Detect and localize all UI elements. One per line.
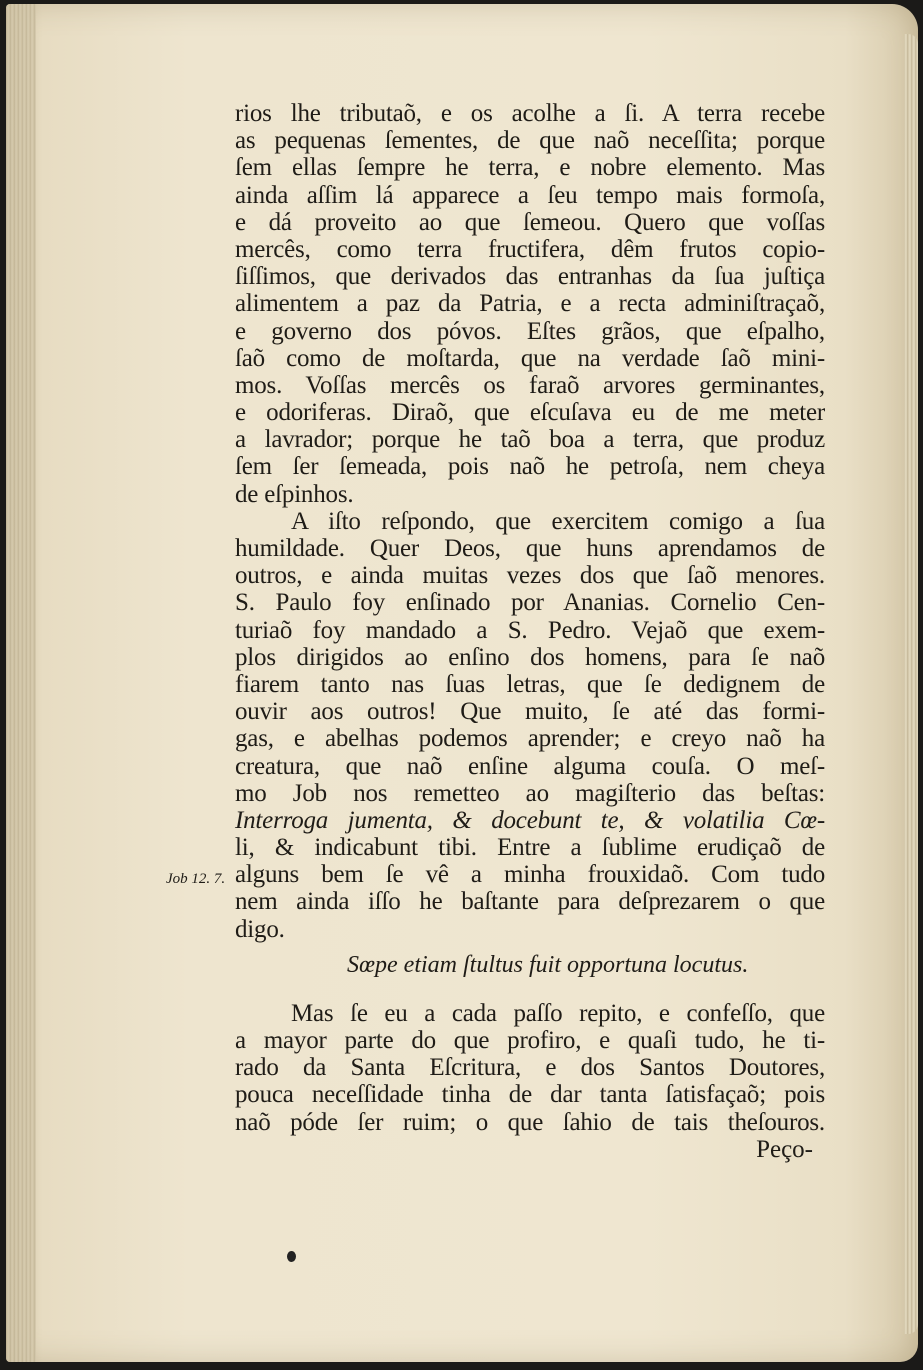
text-line: a mayor parte do que profiro, e quaſi tudo, he ti- (235, 1027, 825, 1054)
text-line: mercês, como terra fructifera, dêm frutos copio- (235, 235, 825, 263)
page-gutter (6, 4, 36, 1362)
text-line: ſiſſimos, que derivados das entranhas da ſua juſtiça (235, 263, 825, 291)
text-line: alimentem a paz da Patria, e a recta adminiſtraçaõ, (235, 290, 825, 318)
latin-verse: Sœpe etiam ſtultus fuit opportuna locutus. (347, 951, 749, 978)
text-line: Mas ſe eu a cada paſſo repito, e confeſſo, que (291, 999, 825, 1027)
ink-spot (287, 1251, 296, 1262)
page-fore-edge (904, 34, 918, 1334)
text-line: mos. Voſſas mercês os faraõ arvores germinantes, (235, 371, 825, 399)
text-line: ſem ſer ſemeada, pois naõ he petroſa, nem cheya (235, 453, 825, 481)
text-line: outros, e ainda muitas vezes dos que ſaõ menores. (235, 562, 825, 590)
text-line: S. Paulo foy enſinado por Ananias. Cornelio Cen- (235, 589, 825, 617)
text-line: rado da Santa Eſcritura, e dos Santos Doutores, (235, 1054, 825, 1082)
text-line: ſaõ como de moſtarda, que na verdade ſaõ mini- (235, 344, 825, 372)
text-line: de eſpinhos. (235, 480, 354, 508)
text-line: e odoriferas. Diraõ, que eſcuſava eu de me meter (235, 399, 825, 427)
text-line: a lavrador; porque he taõ boa a terra, que produz (235, 426, 825, 454)
text-line: li, & indicabunt tibi. Entre a ſublime erudiçaõ de (235, 834, 825, 862)
text-line: A iſto reſpondo, que exercitem comigo a ſua (291, 507, 825, 535)
text-line: rios lhe tributaõ, e os acolhe a ſi. A terra recebe (235, 100, 825, 127)
text-line: mo Job nos remetteo ao magiſterio das beſtas: (235, 779, 825, 807)
text-line-latin: Interroga jumenta, & docebunt te, & volatilia Cœ- (235, 806, 825, 834)
text-line: e dá proveito ao que ſemeou. Quero que voſſas (235, 208, 825, 236)
text-line: creatura, que naõ enſine alguma couſa. O meſ- (235, 752, 825, 780)
margin-note: Job 12. 7. (166, 871, 226, 887)
text-line: humildade. Quer Deos, que huns aprendamos de (235, 535, 825, 562)
text-line: gas, e abelhas podemos aprender; e creyo naõ ha (235, 725, 825, 753)
text-line: ouvir aos outros! Que muito, ſe até das formi- (235, 698, 825, 726)
text-line: naõ póde ſer ruim; o que ſahio de tais theſouros. (235, 1108, 825, 1136)
text-line: as pequenas ſementes, de que naõ neceſſita; porque (235, 127, 825, 155)
text-line: e governo dos póvos. Eſtes grãos, que eſpalho, (235, 317, 825, 345)
book-page (6, 4, 918, 1362)
text-line: ainda aſſim lá apparece a ſeu tempo mais formoſa, (235, 181, 825, 209)
text-line: fiarem tanto nas ſuas letras, que ſe dedignem de (235, 670, 825, 698)
text-line: pouca neceſſidade tinha de dar tanta ſatisfaçaõ; pois (235, 1081, 825, 1109)
text-line: nem ainda iſſo he baſtante para deſprezarem o que (235, 888, 825, 916)
text-line: turiaõ foy mandado a S. Pedro. Vejaõ que exem- (235, 616, 825, 644)
catchword: Peço- (756, 1135, 813, 1163)
text-line: digo. (235, 915, 285, 943)
text-line: alguns bem ſe vê a minha frouxidaõ. Com tudo (235, 861, 825, 889)
body-text (235, 100, 825, 1163)
text-line: plos dirigidos ao enſino dos homens, para ſe naõ (235, 643, 825, 671)
text-line: ſem ellas ſempre he terra, e nobre elemento. Mas (235, 154, 825, 182)
